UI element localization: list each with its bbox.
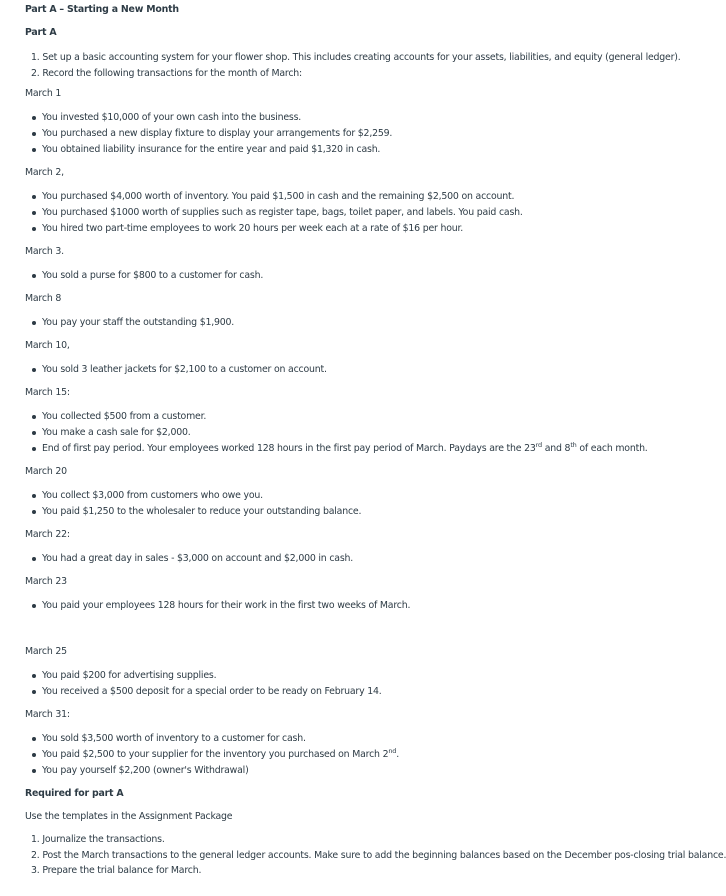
- ordinal-suffix: th: [570, 441, 577, 449]
- transaction-item: You collected $500 from a customer.: [32, 409, 648, 425]
- required-text: Use the templates in the Assignment Package: [25, 811, 233, 822]
- date-heading: March 3.: [25, 246, 64, 257]
- intro-steps: [31, 50, 681, 81]
- transaction-list: [32, 551, 353, 567]
- transaction-list: [32, 731, 399, 779]
- transaction-item: You had a great day in sales - $3,000 on account and $2,000 in cash.: [32, 551, 353, 567]
- transaction-list: [32, 189, 523, 237]
- date-heading: March 25: [25, 646, 67, 657]
- transaction-item: You purchased a new display fixture to display your arrangements for $2,259.: [32, 126, 392, 142]
- transaction-list: [32, 268, 263, 284]
- transaction-item: [32, 441, 648, 457]
- date-heading: March 10,: [25, 340, 70, 351]
- required-step: 2. Post the March transactions to the general ledger accounts. Make sure to add the beginning balances based on the December pos-closing trial balance.: [31, 849, 726, 861]
- transaction-list: [32, 598, 410, 614]
- date-heading: March 2,: [25, 167, 64, 178]
- transaction-item: You sold $3,500 worth of inventory to a customer for cash.: [32, 731, 399, 747]
- required-step: 1. Journalize the transactions.: [31, 834, 165, 845]
- transaction-item: You obtained liability insurance for the entire year and paid $1,320 in cash.: [32, 142, 392, 158]
- intro-step: 2. Record the following transactions for the month of March:: [31, 67, 303, 79]
- transaction-item: You paid $200 for advertising supplies.: [32, 668, 382, 684]
- intro-step: 1. Set up a basic accounting system for your flower shop. This includes creating accounts for your assets, liabilities, and equity (general ledger).: [31, 52, 681, 63]
- date-heading: March 22:: [25, 529, 70, 540]
- transaction-item: You hired two part-time employees to work 20 hours per week each at a rate of $16 per hour.: [32, 221, 523, 237]
- transaction-list: [32, 409, 648, 457]
- transaction-item: You invested $10,000 of your own cash into the business.: [32, 110, 392, 126]
- date-heading: March 20: [25, 466, 67, 477]
- transaction-item: You make a cash sale for $2,000.: [32, 425, 648, 441]
- transaction-item: [32, 747, 399, 763]
- transaction-item: You pay your staff the outstanding $1,900.: [32, 315, 234, 331]
- pay-period-text: of each month.: [576, 443, 648, 454]
- date-heading: March 1: [25, 88, 62, 99]
- date-heading: March 31:: [25, 709, 70, 720]
- transaction-item: You purchased $1000 worth of supplies such as register tape, bags, toilet paper, and labels. You paid cash.: [32, 205, 523, 221]
- transaction-list: [32, 315, 234, 331]
- supplier-payment-text: You paid $2,500 to your supplier for the inventory you purchased on March 2: [42, 749, 389, 760]
- transaction-list: [32, 488, 361, 520]
- pay-period-text: End of first pay period. Your employees worked 128 hours in the first pay period of March. Paydays are the 23: [42, 443, 536, 454]
- transaction-list: [32, 362, 327, 378]
- transaction-item: You sold 3 leather jackets for $2,100 to a customer on account.: [32, 362, 327, 378]
- date-heading: March 15:: [25, 387, 70, 398]
- ordinal-suffix: rd: [535, 441, 542, 449]
- transaction-item: You pay yourself $2,200 (owner's Withdrawal): [32, 763, 399, 779]
- transaction-list: [32, 668, 382, 700]
- transaction-item: You received a $500 deposit for a special order to be ready on February 14.: [32, 684, 382, 700]
- transaction-list: [32, 110, 392, 158]
- required-step: 3. Prepare the trial balance for March.: [31, 865, 202, 876]
- date-heading: March 8: [25, 293, 62, 304]
- ordinal-suffix: nd: [388, 747, 397, 755]
- required-steps: [31, 832, 726, 879]
- supplier-payment-text: .: [396, 749, 399, 760]
- date-heading: March 23: [25, 576, 67, 587]
- transaction-item: You purchased $4,000 worth of inventory. You paid $1,500 in cash and the remaining $2,500 on account.: [32, 189, 523, 205]
- pay-period-text: and 8: [541, 443, 571, 454]
- transaction-item: You collect $3,000 from customers who owe you.: [32, 488, 361, 504]
- transaction-item: You sold a purse for $800 to a customer for cash.: [32, 268, 263, 284]
- page-title: Part A – Starting a New Month: [25, 4, 179, 15]
- part-heading: Part A: [25, 27, 57, 38]
- transaction-item: You paid your employees 128 hours for their work in the first two weeks of March.: [32, 598, 410, 614]
- required-heading: Required for part A: [25, 788, 124, 799]
- transaction-item: You paid $1,250 to the wholesaler to reduce your outstanding balance.: [32, 504, 361, 520]
